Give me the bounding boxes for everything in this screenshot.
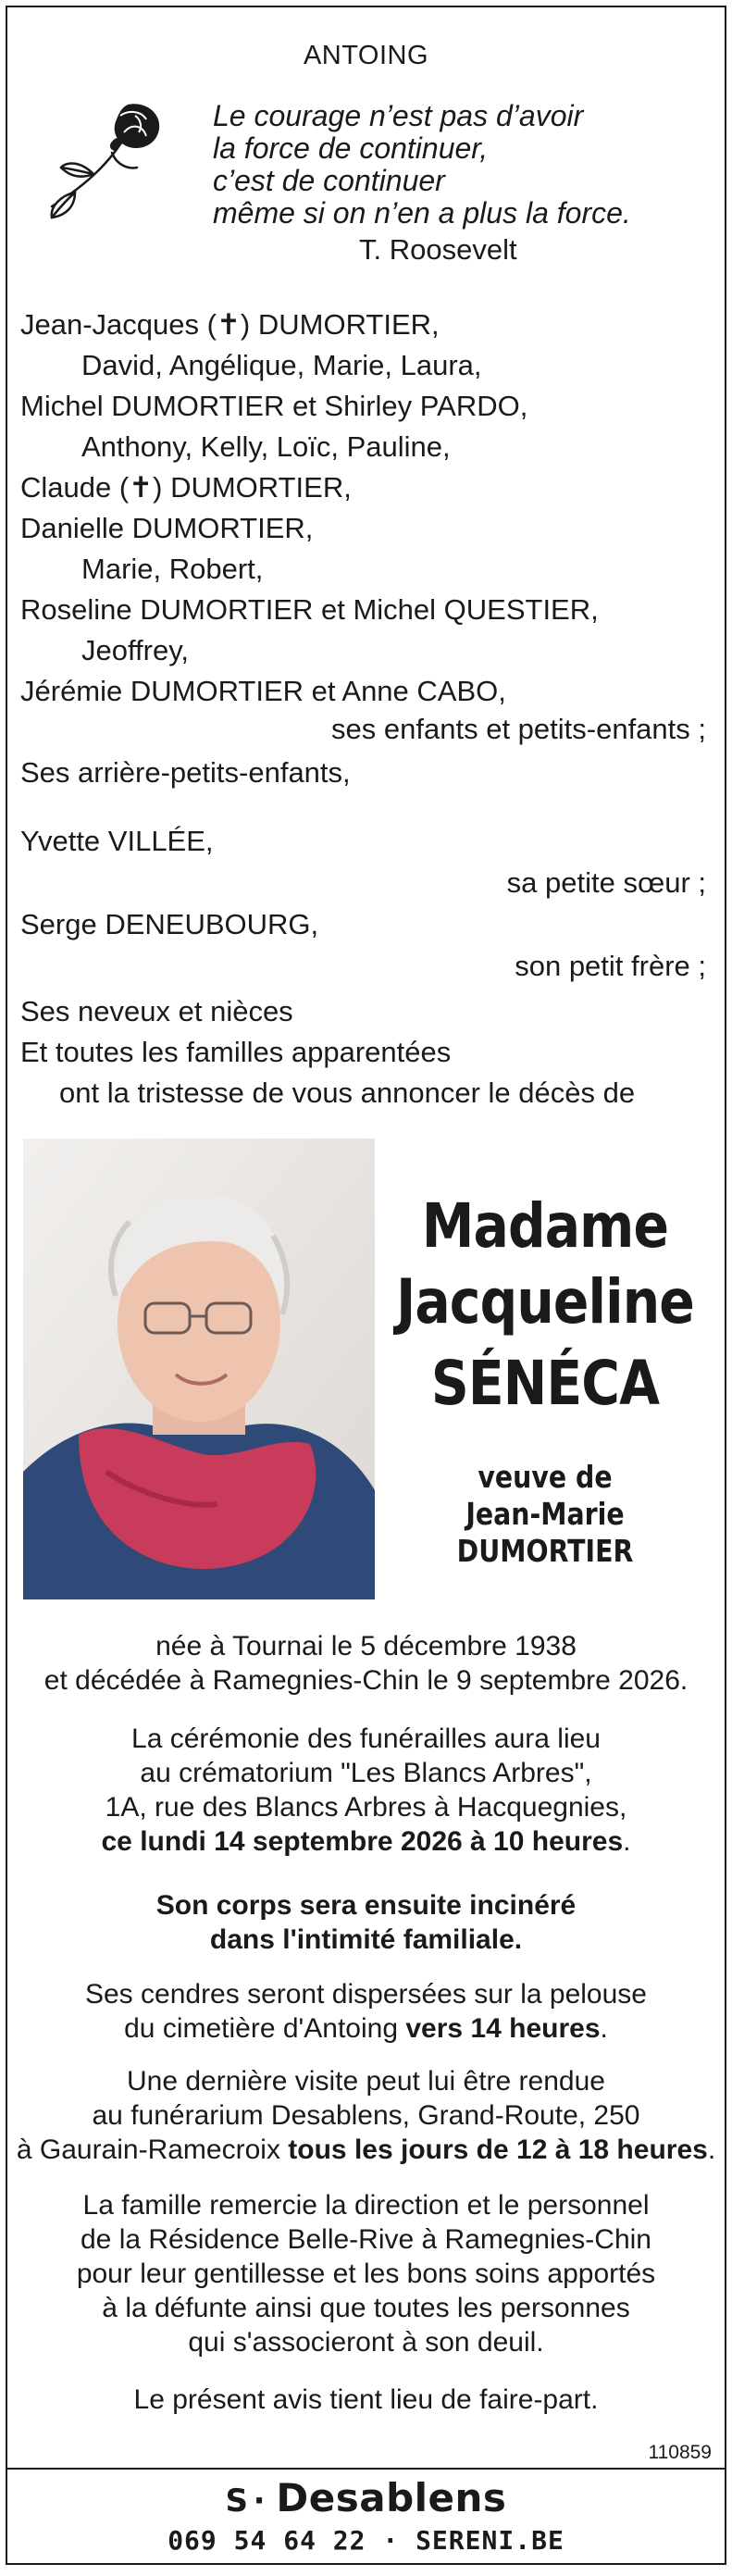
family-line: Ses neveux et nièces bbox=[20, 995, 293, 1027]
brand-name: Desablens bbox=[276, 2475, 507, 2520]
quote-line: c’est de continuer bbox=[213, 164, 445, 197]
birth-death bbox=[7, 1629, 725, 1698]
deceased-title: Madame bbox=[421, 1190, 669, 1262]
ashes-time: vers 14 heures bbox=[405, 2013, 601, 2044]
family-line: Roseline DUMORTIER et Michel QUESTIER, bbox=[20, 593, 599, 626]
thanks-line: pour leur gentillesse et les bons soins apportés bbox=[76, 2259, 656, 2289]
quote-author: T. Roosevelt bbox=[359, 233, 517, 266]
ceremony-line: La cérémonie des funérailles aura lieu bbox=[131, 1724, 601, 1754]
family-line: Michel DUMORTIER et Shirley PARDO, bbox=[20, 390, 528, 422]
quote-line: Le courage n’est pas d’avoir bbox=[213, 99, 584, 132]
family-line: Serge DENEUBOURG, bbox=[20, 908, 319, 940]
phone-number[interactable]: 069 54 64 22 bbox=[167, 2525, 366, 2556]
ceremony-line: ce lundi 14 septembre 2026 à 10 heures. bbox=[101, 1826, 631, 1857]
notice-line: Le présent avis tient lieu de faire-part. bbox=[133, 2384, 599, 2415]
quote-line: la force de continuer, bbox=[213, 131, 489, 165]
quote bbox=[213, 100, 631, 230]
family-line: Marie, Robert, bbox=[81, 553, 264, 585]
reference-number: 110859 bbox=[648, 2442, 712, 2463]
widow-line: veuve de bbox=[478, 1459, 613, 1495]
funeral-home-brand bbox=[7, 2475, 725, 2520]
family-line: Claude (✝) DUMORTIER, bbox=[20, 471, 352, 504]
family-line: Jean-Jacques (✝) DUMORTIER, bbox=[20, 308, 440, 341]
thanks-line: de la Résidence Belle-Rive à Ramegnies-Chin bbox=[81, 2224, 651, 2255]
family-line: Ses arrière-petits-enfants, bbox=[20, 756, 351, 789]
death-line: et décédée à Ramegnies-Chin le 9 septembre 2026. bbox=[43, 1665, 689, 1696]
visit-line: au funérarium Desablens, Grand-Route, 250 bbox=[92, 2100, 640, 2131]
family-line: David, Angélique, Marie, Laura, bbox=[81, 349, 482, 381]
rose-icon bbox=[24, 95, 172, 234]
family-line: son petit frère ; bbox=[515, 950, 706, 982]
deceased-last-name: SÉNÉCA bbox=[430, 1348, 660, 1419]
family-line: ont la tristesse de vous annoncer le décès de bbox=[59, 1076, 636, 1109]
contact-line bbox=[7, 2525, 725, 2556]
family-line: Jérémie DUMORTIER et Anne CABO, bbox=[20, 675, 506, 707]
town-heading: ANTOING bbox=[303, 41, 429, 70]
incineration-line: dans l'intimité familiale. bbox=[209, 1924, 523, 1955]
ashes-line: du cimetière d'Antoing vers 14 heures. bbox=[124, 2013, 608, 2044]
quote-line: même si on n’en a plus la force. bbox=[213, 196, 631, 230]
incineration-line: Son corps sera ensuite incinéré bbox=[155, 1890, 577, 1921]
ceremony-details bbox=[7, 1722, 725, 1859]
funeral-home-footer bbox=[7, 2468, 725, 2565]
thanks-line: à la défunte ainsi que toutes les personnes bbox=[102, 2293, 630, 2323]
thanks-line: La famille remercie la direction et le personnel bbox=[82, 2190, 650, 2221]
deceased-first-name: Jacqueline bbox=[396, 1266, 694, 1338]
ashes-details bbox=[7, 1977, 725, 2046]
website-link[interactable]: SERENI.BE bbox=[416, 2525, 565, 2556]
family-line: ses enfants et petits-enfants ; bbox=[331, 713, 706, 745]
family-line: Et toutes les familles apparentées bbox=[20, 1036, 452, 1068]
family-line: Yvette VILLÉE, bbox=[20, 825, 214, 857]
ceremony-line: au crématorium "Les Blancs Arbres", bbox=[140, 1758, 592, 1788]
visit-line: Une dernière visite peut lui être rendue bbox=[127, 2066, 605, 2097]
thanks-message bbox=[7, 2188, 725, 2359]
visit-hours: tous les jours de 12 à 18 heures bbox=[288, 2134, 708, 2165]
visit-details bbox=[7, 2064, 725, 2167]
ashes-line: Ses cendres seront dispersées sur la pelouse bbox=[84, 1979, 647, 2010]
visit-line: à Gaurain-Ramecroix tous les jours de 12 à 18 heures. bbox=[16, 2134, 716, 2165]
family-line: Anthony, Kelly, Loïc, Pauline, bbox=[81, 430, 451, 463]
family-line: Jeoffrey, bbox=[81, 634, 190, 666]
portrait-photo bbox=[23, 1139, 375, 1599]
ceremony-line: 1A, rue des Blancs Arbres à Hacquegnies, bbox=[105, 1792, 627, 1823]
ceremony-date: ce lundi 14 septembre 2026 à 10 heures bbox=[101, 1826, 624, 1857]
obituary-notice bbox=[6, 6, 726, 2565]
incineration-note bbox=[7, 1888, 725, 1957]
family-line: Danielle DUMORTIER, bbox=[20, 512, 314, 544]
family-line: sa petite sœur ; bbox=[506, 866, 706, 899]
thanks-line: qui s'associeront à son deuil. bbox=[188, 2327, 544, 2358]
widow-line: DUMORTIER bbox=[456, 1533, 634, 1569]
separator-dot-icon: · bbox=[382, 2525, 416, 2556]
brand-dot-icon: · bbox=[253, 2483, 277, 2520]
brand-initial: S bbox=[225, 2483, 249, 2520]
birth-line: née à Tournai le 5 décembre 1938 bbox=[155, 1631, 577, 1661]
widow-line: Jean-Marie bbox=[465, 1496, 625, 1532]
